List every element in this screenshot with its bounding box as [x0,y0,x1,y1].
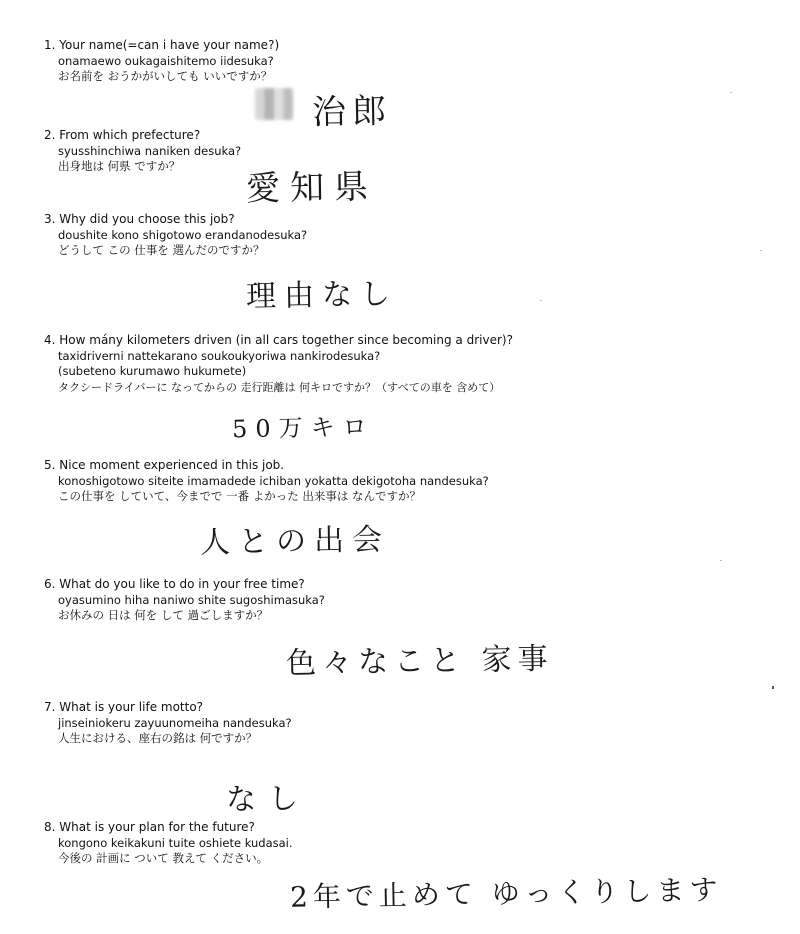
answer-7-handwritten: なし [225,781,311,818]
question-2-japanese: 出身地は 何県 ですか？ [58,159,181,173]
question-7-romaji: jinseiniokeru zayuunomeiha nandesuka? [58,715,292,730]
question-3-romaji: doushite kono shigotowo erandanodesuka? [58,227,308,242]
answer-5-handwritten: 人との出会 [199,522,391,561]
scan-speck [772,686,774,689]
question-3-english: 3. Why did you choose this job? [44,212,235,226]
question-4 [44,333,764,395]
question-1-romaji: onamaewo oukagaishitemo iidesuka? [58,53,274,68]
scan-speck [760,250,762,251]
answer-3-handwritten: 理由なし [245,276,399,315]
question-6-romaji: oyasumino hiha naniwo shite sugoshimasuka? [58,592,325,607]
answer-8-handwritten: 2年で止めて ゆっくりします [289,873,723,914]
question-2-romaji: syusshinchiwa naniken desuka? [58,143,242,158]
question-8-japanese: 今後の 計画に ついて 教えて ください。 [58,851,269,865]
question-5-english: 5. Nice moment experienced in this job. [44,458,285,472]
answer-6-handwritten: 色々なこと 家事 [285,641,554,682]
scan-speck [540,300,542,301]
question-1-english: 1. Your name(=can i have your name?) [44,38,280,52]
question-5 [44,458,764,505]
question-7-english: 7. What is your life motto? [44,700,204,714]
question-7 [44,700,764,747]
question-8 [44,820,764,867]
question-6 [44,577,764,624]
scan-speck [730,92,732,93]
redacted-name-blur [255,88,293,120]
question-4-romaji: taxidriverni nattekarano soukoukyoriwa nankirodesuka? [58,348,381,363]
question-2 [44,128,764,175]
question-8-english: 8. What is your plan for the future? [44,820,255,834]
question-2-english: 2. From which prefecture? [44,128,201,142]
question-6-english: 6. What do you like to do in your free time? [44,577,305,591]
question-4-english: 4. How mány kilometers driven (in all cars together since becoming a driver)? [44,333,513,347]
question-7-japanese: 人生における、座右の銘は 何ですか？ [58,731,258,745]
answer-1-handwritten: 治郎 [311,91,393,133]
question-8-romaji: kongono keikakuni tuite oshiete kudasai. [58,835,293,850]
question-1-japanese: お名前を おうかがいしても いいですか？ [58,69,273,83]
question-3-japanese: どうして この 仕事を 選んだのですか？ [58,243,265,257]
question-4-japanese: タクシードライバーに なってからの 走行距離は 何キロですか？（すべての車を 含めて） [58,380,501,394]
question-5-japanese: この仕事を していて、今までで 一番 よかった 出来事は なんですか？ [58,489,422,503]
answer-4-handwritten: 50万キロ [231,412,375,444]
scan-speck [720,560,722,561]
question-5-romaji: konoshigotowo siteite imamadede ichiban yokatta dekigotoha nandesuka? [58,473,489,488]
question-4-romaji-note: (subeteno kurumawo hukumete) [58,364,247,378]
answer-2-handwritten: 愛知県 [245,166,379,210]
question-1 [44,38,764,85]
question-6-japanese: お休みの 日は 何を して 過ごしますか？ [58,608,269,622]
question-3 [44,212,764,259]
